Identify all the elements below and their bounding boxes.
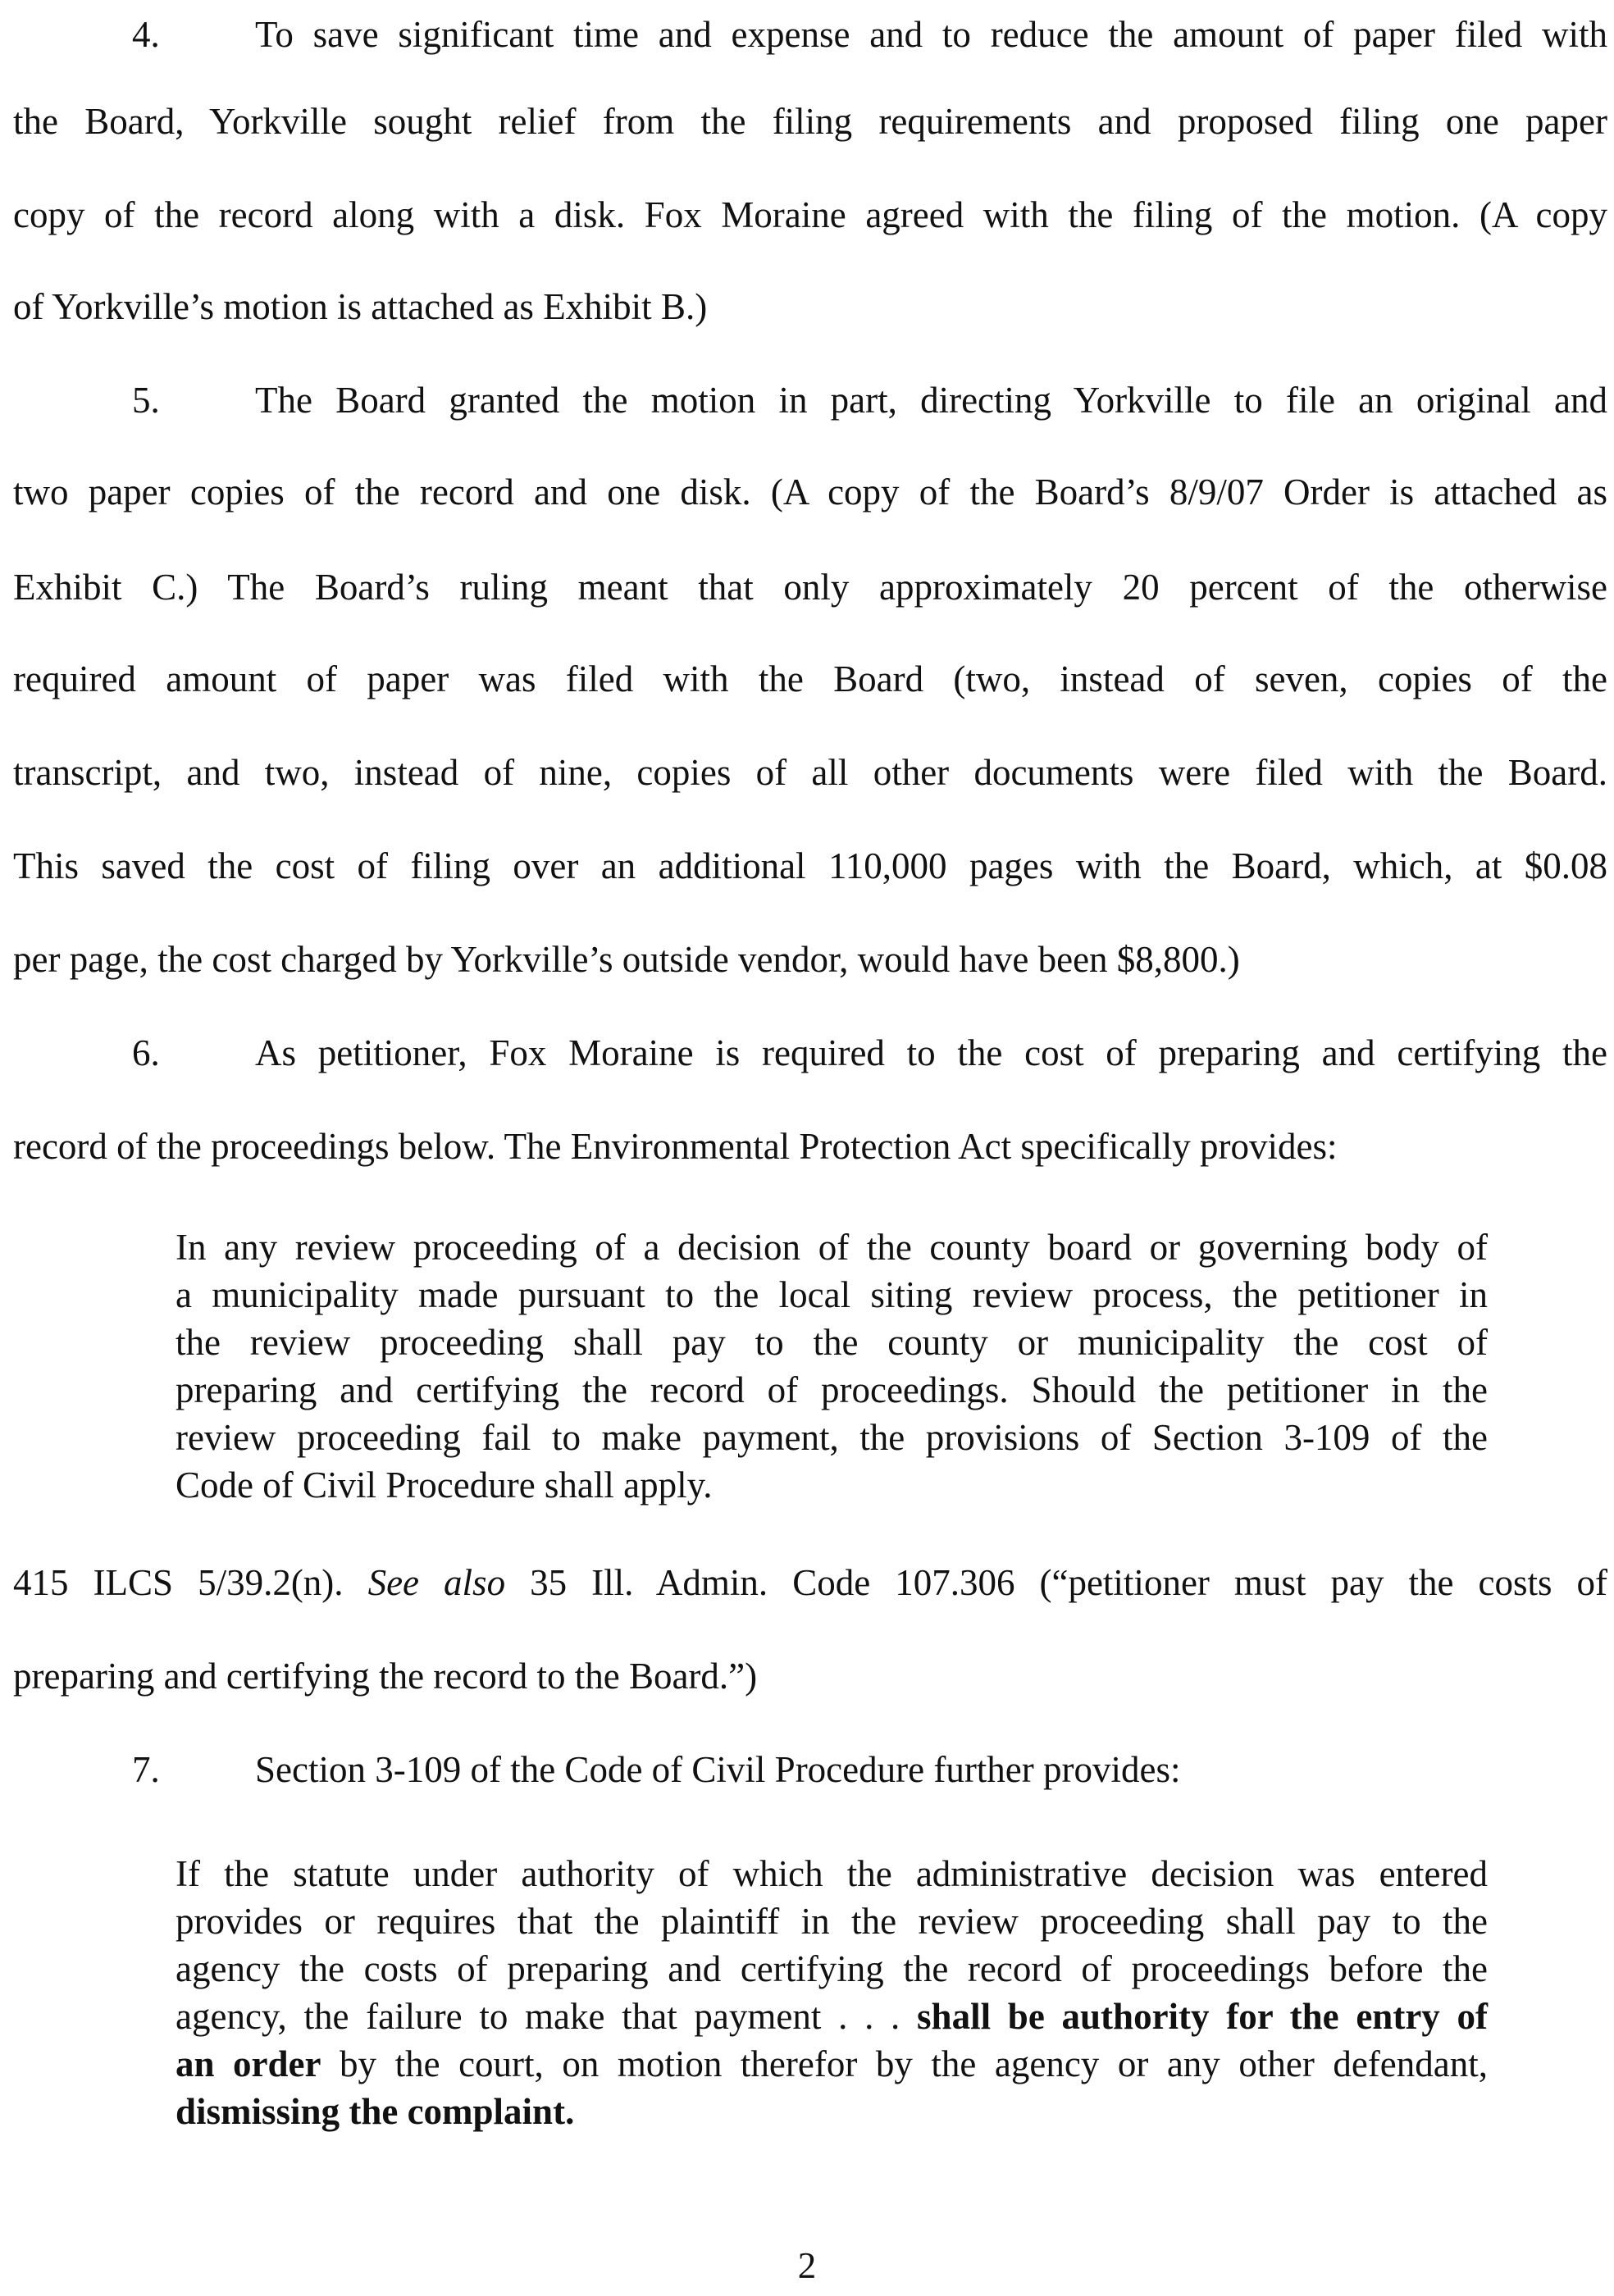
paragraph-5-line-7: per page, the cost charged by Yorkville’s outside vendor, would have been $8,800.): [13, 939, 1240, 980]
quote-emphasis: shall be authority for the entry of: [917, 1996, 1488, 2037]
block-quote-2-line-6: [176, 2088, 1488, 2135]
block-quote-2-line-1: If the statute under authority of which the administrative decision was entered: [176, 1853, 1488, 1894]
block-quote-1-line-1: In any review proceeding of a decision of the county board or governing body of: [176, 1227, 1488, 1268]
paragraph-5-line-6: This saved the cost of filing over an additional 110,000 pages with the Board, which, at $0.08: [13, 845, 1607, 886]
citation-statute: 415 ILCS 5/39.2(n).: [13, 1562, 344, 1603]
page-number: 2: [797, 2245, 817, 2286]
paragraph-number: 4.: [132, 14, 160, 55]
block-quote-1-line-5: review proceeding fail to make payment, the provisions of Section 3-109 of the: [176, 1417, 1488, 1458]
citation-line-1: [13, 1560, 1607, 1606]
quote-text: by the court, on motion therefor by the agency or any other defendant,: [340, 2043, 1488, 2084]
paragraph-number: 7.: [132, 1749, 160, 1790]
paragraph-4-line-4: of Yorkville’s motion is attached as Exhibit B.): [13, 286, 708, 327]
block-quote-2-line-3: agency the costs of preparing and certifying the record of proceedings before the: [176, 1948, 1488, 1989]
paragraph-number: 5.: [132, 380, 160, 421]
quote-end-punctuation: .: [565, 2091, 575, 2132]
paragraph-5-line-1: [13, 377, 1607, 423]
block-quote-1-line-3: the review proceeding shall pay to the county or municipality the cost of: [176, 1322, 1488, 1363]
paragraph-6-line-2: record of the proceedings below. The Environmental Protection Act specifically provides:: [13, 1126, 1338, 1167]
paragraph-5-line-3: Exhibit C.) The Board’s ruling meant that only approximately 20 percent of the otherwise: [13, 567, 1607, 608]
citation-admin-code: 35 Ill. Admin. Code 107.306 (“petitioner must pay the costs of: [530, 1562, 1607, 1603]
paragraph-number: 6.: [132, 1032, 160, 1073]
paragraph-text: To save significant time and expense and to reduce the amount of paper filed with: [255, 14, 1607, 55]
paragraph-4-line-3: copy of the record along with a disk. Fox Moraine agreed with the filing of the motion. (A copy: [13, 194, 1607, 235]
paragraph-text: Section 3-109 of the Code of Civil Procedure further provides:: [255, 1749, 1181, 1790]
paragraph-text: As petitioner, Fox Moraine is required to the cost of preparing and certifying the: [255, 1032, 1607, 1073]
quote-emphasis: an order: [176, 2043, 321, 2084]
quote-text: agency, the failure to make that payment . . .: [176, 1996, 900, 2037]
citation-line-2: preparing and certifying the record to the Board.”): [13, 1656, 758, 1697]
paragraph-7-line-1: [13, 1747, 1607, 1793]
paragraph-5-line-2: two paper copies of the record and one disk. (A copy of the Board’s 8/9/07 Order is attached as: [13, 472, 1607, 512]
citation-signal: See also: [367, 1562, 506, 1603]
paragraph-6-line-1: [13, 1030, 1607, 1076]
block-quote-1-line-2: a municipality made pursuant to the local siting review process, the petitioner in: [176, 1274, 1488, 1315]
paragraph-5-line-4: required amount of paper was filed with the Board (two, instead of seven, copies of the: [13, 658, 1607, 699]
block-quote-2-line-5: [176, 2040, 1488, 2088]
block-quote-2-line-4: [176, 1993, 1488, 2040]
paragraph-5-line-5: transcript, and two, instead of nine, copies of all other documents were filed with the Board.: [13, 752, 1607, 793]
block-quote-1-line-6: Code of Civil Procedure shall apply.: [176, 1465, 713, 1506]
block-quote-1-line-4: preparing and certifying the record of proceedings. Should the petitioner in the: [176, 1369, 1488, 1410]
paragraph-4-line-1: [13, 11, 1607, 57]
paragraph-4-line-2: the Board, Yorkville sought relief from the filing requirements and proposed filing one paper: [13, 101, 1607, 142]
block-quote-2-line-2: provides or requires that the plaintiff in the review proceeding shall pay to the: [176, 1901, 1488, 1942]
paragraph-text: The Board granted the motion in part, directing Yorkville to file an original and: [255, 380, 1607, 421]
quote-emphasis: dismissing the complaint: [176, 2091, 566, 2132]
